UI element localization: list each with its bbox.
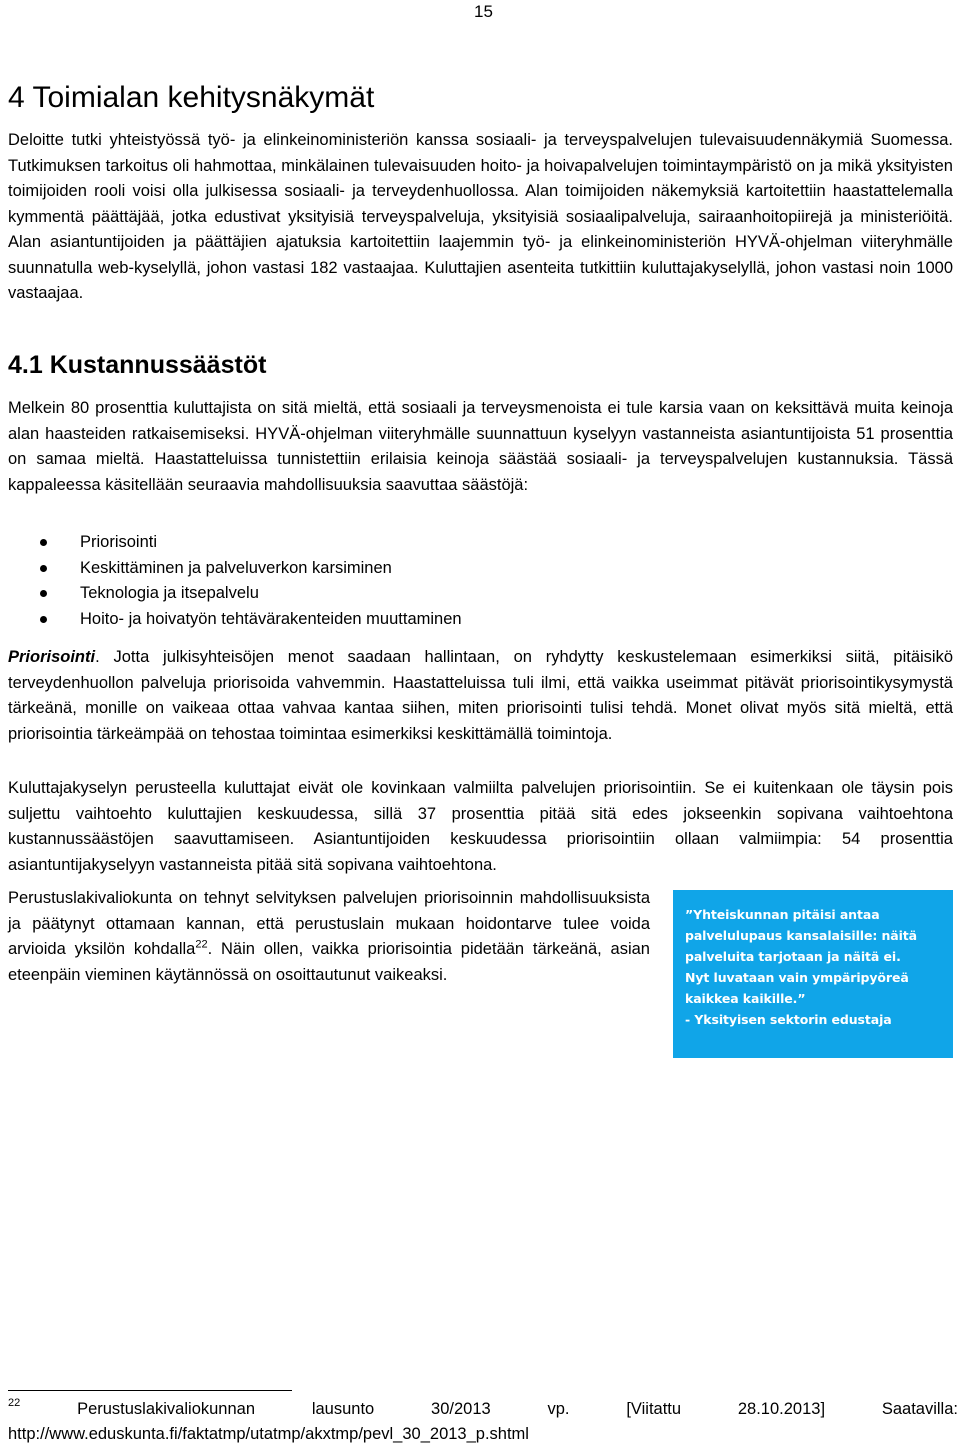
quote-attribution: - Yksityisen sektorin edustaja — [685, 1012, 892, 1027]
committee-text-start: Perustuslakivaliokunta on tehnyt selvityksen palvelujen priorisoinnin mahdollisuuksista ja päätynyt ottamaan kannan, että perustuslain mukaan hoidontarve tulee voida arvioida yksilön kohdalla — [8, 889, 650, 958]
committee-paragraph — [8, 886, 650, 988]
committee-text-end: . Näin ollen, vaikka priorisointia pidetään tärkeänä, asian eteenpäin vieminen käytännössä on osoittautunut vaikeaksi. — [8, 940, 650, 984]
footnote-part: lausunto — [311, 1400, 375, 1418]
savings-list — [40, 530, 462, 632]
list-item-label: Keskittäminen ja palveluverkon karsiminen — [80, 558, 392, 577]
footnote-part: Saatavilla: — [881, 1400, 958, 1418]
list-item — [40, 607, 462, 633]
footnote-part: 28.10.2013] — [737, 1400, 826, 1418]
footnote — [8, 1398, 958, 1446]
bullet-icon — [40, 565, 47, 572]
footnote-part: 30/2013 — [431, 1400, 491, 1418]
list-item-label: Priorisointi — [80, 533, 158, 551]
quote-line: Nyt luvataan vain ympäripyöreä — [685, 970, 909, 985]
section-title: 4.1 Kustannussäästöt — [8, 351, 267, 379]
list-item — [40, 581, 462, 607]
prioritization-lead: Priorisointi — [8, 648, 96, 666]
quote-line: palveluita tarjotaan ja näitä ei. — [685, 949, 901, 964]
chapter-title: 4 Toimialan kehitysnäkymät — [8, 81, 375, 114]
quote-box — [673, 890, 953, 1058]
footnote-reference[interactable]: 22 — [195, 938, 208, 951]
quote-line: palvelulupaus kansalaisille: näitä — [685, 928, 918, 943]
footnote-citation — [8, 1398, 958, 1423]
prioritization-text: . Jotta julkisyhteisöjen menot saadaan hallintaan, on ryhdytty keskustelemaan esimerkiksi siitä, pitäisikö terveydenhuollon palveluja priorisoida vahvemmin. Haastatteluissa tuli ilmi, että vaikka useimmat pitävät priorisointikysymystä tärkeänä, monille on vaikeaa ottaa vahvaa kantaa siihen, miten priorisointi tulisi tehdä. Monet olivat myös sitä mieltä, että priorisointia tärkeämpää on tehostaa toimintaa esimerkiksi keskittämällä toimintoja. — [8, 648, 953, 743]
footnote-url[interactable]: http://www.eduskunta.fi/faktatmp/utatmp/akxtmp/pevl_30_2013_p.shtml — [8, 1425, 529, 1443]
footnote-part: Perustuslakivaliokunnan — [77, 1400, 256, 1418]
list-item-label: Teknologia ja itsepalvelu — [80, 584, 259, 602]
footnote-marker: 22 — [8, 1397, 21, 1409]
section-intro-paragraph: Melkein 80 prosenttia kuluttajista on sitä mieltä, että sosiaali ja terveysmenoista ei tule karsia vaan on keksittävä muita keinoja alan haasteiden ratkaisemiseksi. HYVÄ-ohjelman viiteryhmälle suunnattuun kyselyyn vastanneista asiantuntijoista 51 prosenttia on samaa mieltä. Haastatteluissa tunnistettiin erilaisia keinoja säästää sosiaali- ja terveyspalvelujen kustannuksia. Tässä kappaleessa käsitellään seuraavia mahdollisuuksia saavuttaa säästöjä: — [8, 399, 953, 494]
list-item — [40, 530, 462, 556]
bullet-icon — [40, 539, 47, 546]
consumer-survey-paragraph: Kuluttajakyselyn perusteella kuluttajat eivät ole kovinkaan valmiilta palvelujen priorisointiin. Se ei kuitenkaan ole täysin pois suljettu vaihtoehto kuluttajien keskuudessa, sillä 37 prosenttia pitää sitä edes jokseenkin sopivana vaihtoehtona kustannussäästöjen saavuttamiseen. Asiantuntijoiden keskuudessa priorisointiin ollaan valmiimpia: 54 prosenttia asiantuntijakyselyyn vastanneista pitää sitä sopivana vaihtoehtona. — [8, 779, 953, 874]
prioritization-paragraph — [8, 645, 953, 747]
page-number: 15 — [474, 2, 493, 21]
intro-paragraph: Deloitte tutki yhteistyössä työ- ja elinkeinoministeriön kanssa sosiaali- ja terveyspalvelujen tulevaisuudennäkymiä Suomessa. Tutkimuksen tarkoitus oli hahmottaa, minkälainen tulevaisuuden hoito- ja hoivapalvelujen toimintaympäristö on ja mikä yksityisten toimijoiden rooli voisi olla julkisessa sosiaali- ja terveydenhuollossa. Alan toimijoiden näkemyksiä kartoitettiin haastattelemalla kymmentä päättäjää, jotka edustivat yksityisiä terveyspalveluja, yksityisiä sosiaalipalveluja, sairaanhoitopiirejä ja ministeriöitä. Alan asiantuntijoiden ja päättäjien ajatuksia kartoitettiin laajemmin työ- ja elinkeinoministeriön HYVÄ-ohjelman viiteryhmälle suunnatulla web-kyselyllä, johon vastasi 182 vastaajaa. Kuluttajien asenteita tutkittiin kuluttajakyselyllä, johon vastasi noin 1000 vastaajaa. — [8, 131, 953, 302]
bullet-icon — [40, 616, 47, 623]
list-item-label: Hoito- ja hoivatyön tehtävärakenteiden muuttaminen — [80, 609, 462, 628]
footnote-part: vp. — [547, 1400, 570, 1418]
bullet-icon — [40, 590, 47, 597]
footnote-part: [Viitattu — [626, 1400, 682, 1418]
quote-line: kaikkea kaikille.” — [685, 991, 806, 1006]
quote-line: ”Yhteiskunnan pitäisi antaa — [685, 907, 880, 922]
footnote-divider — [8, 1390, 292, 1391]
list-item — [40, 556, 462, 582]
